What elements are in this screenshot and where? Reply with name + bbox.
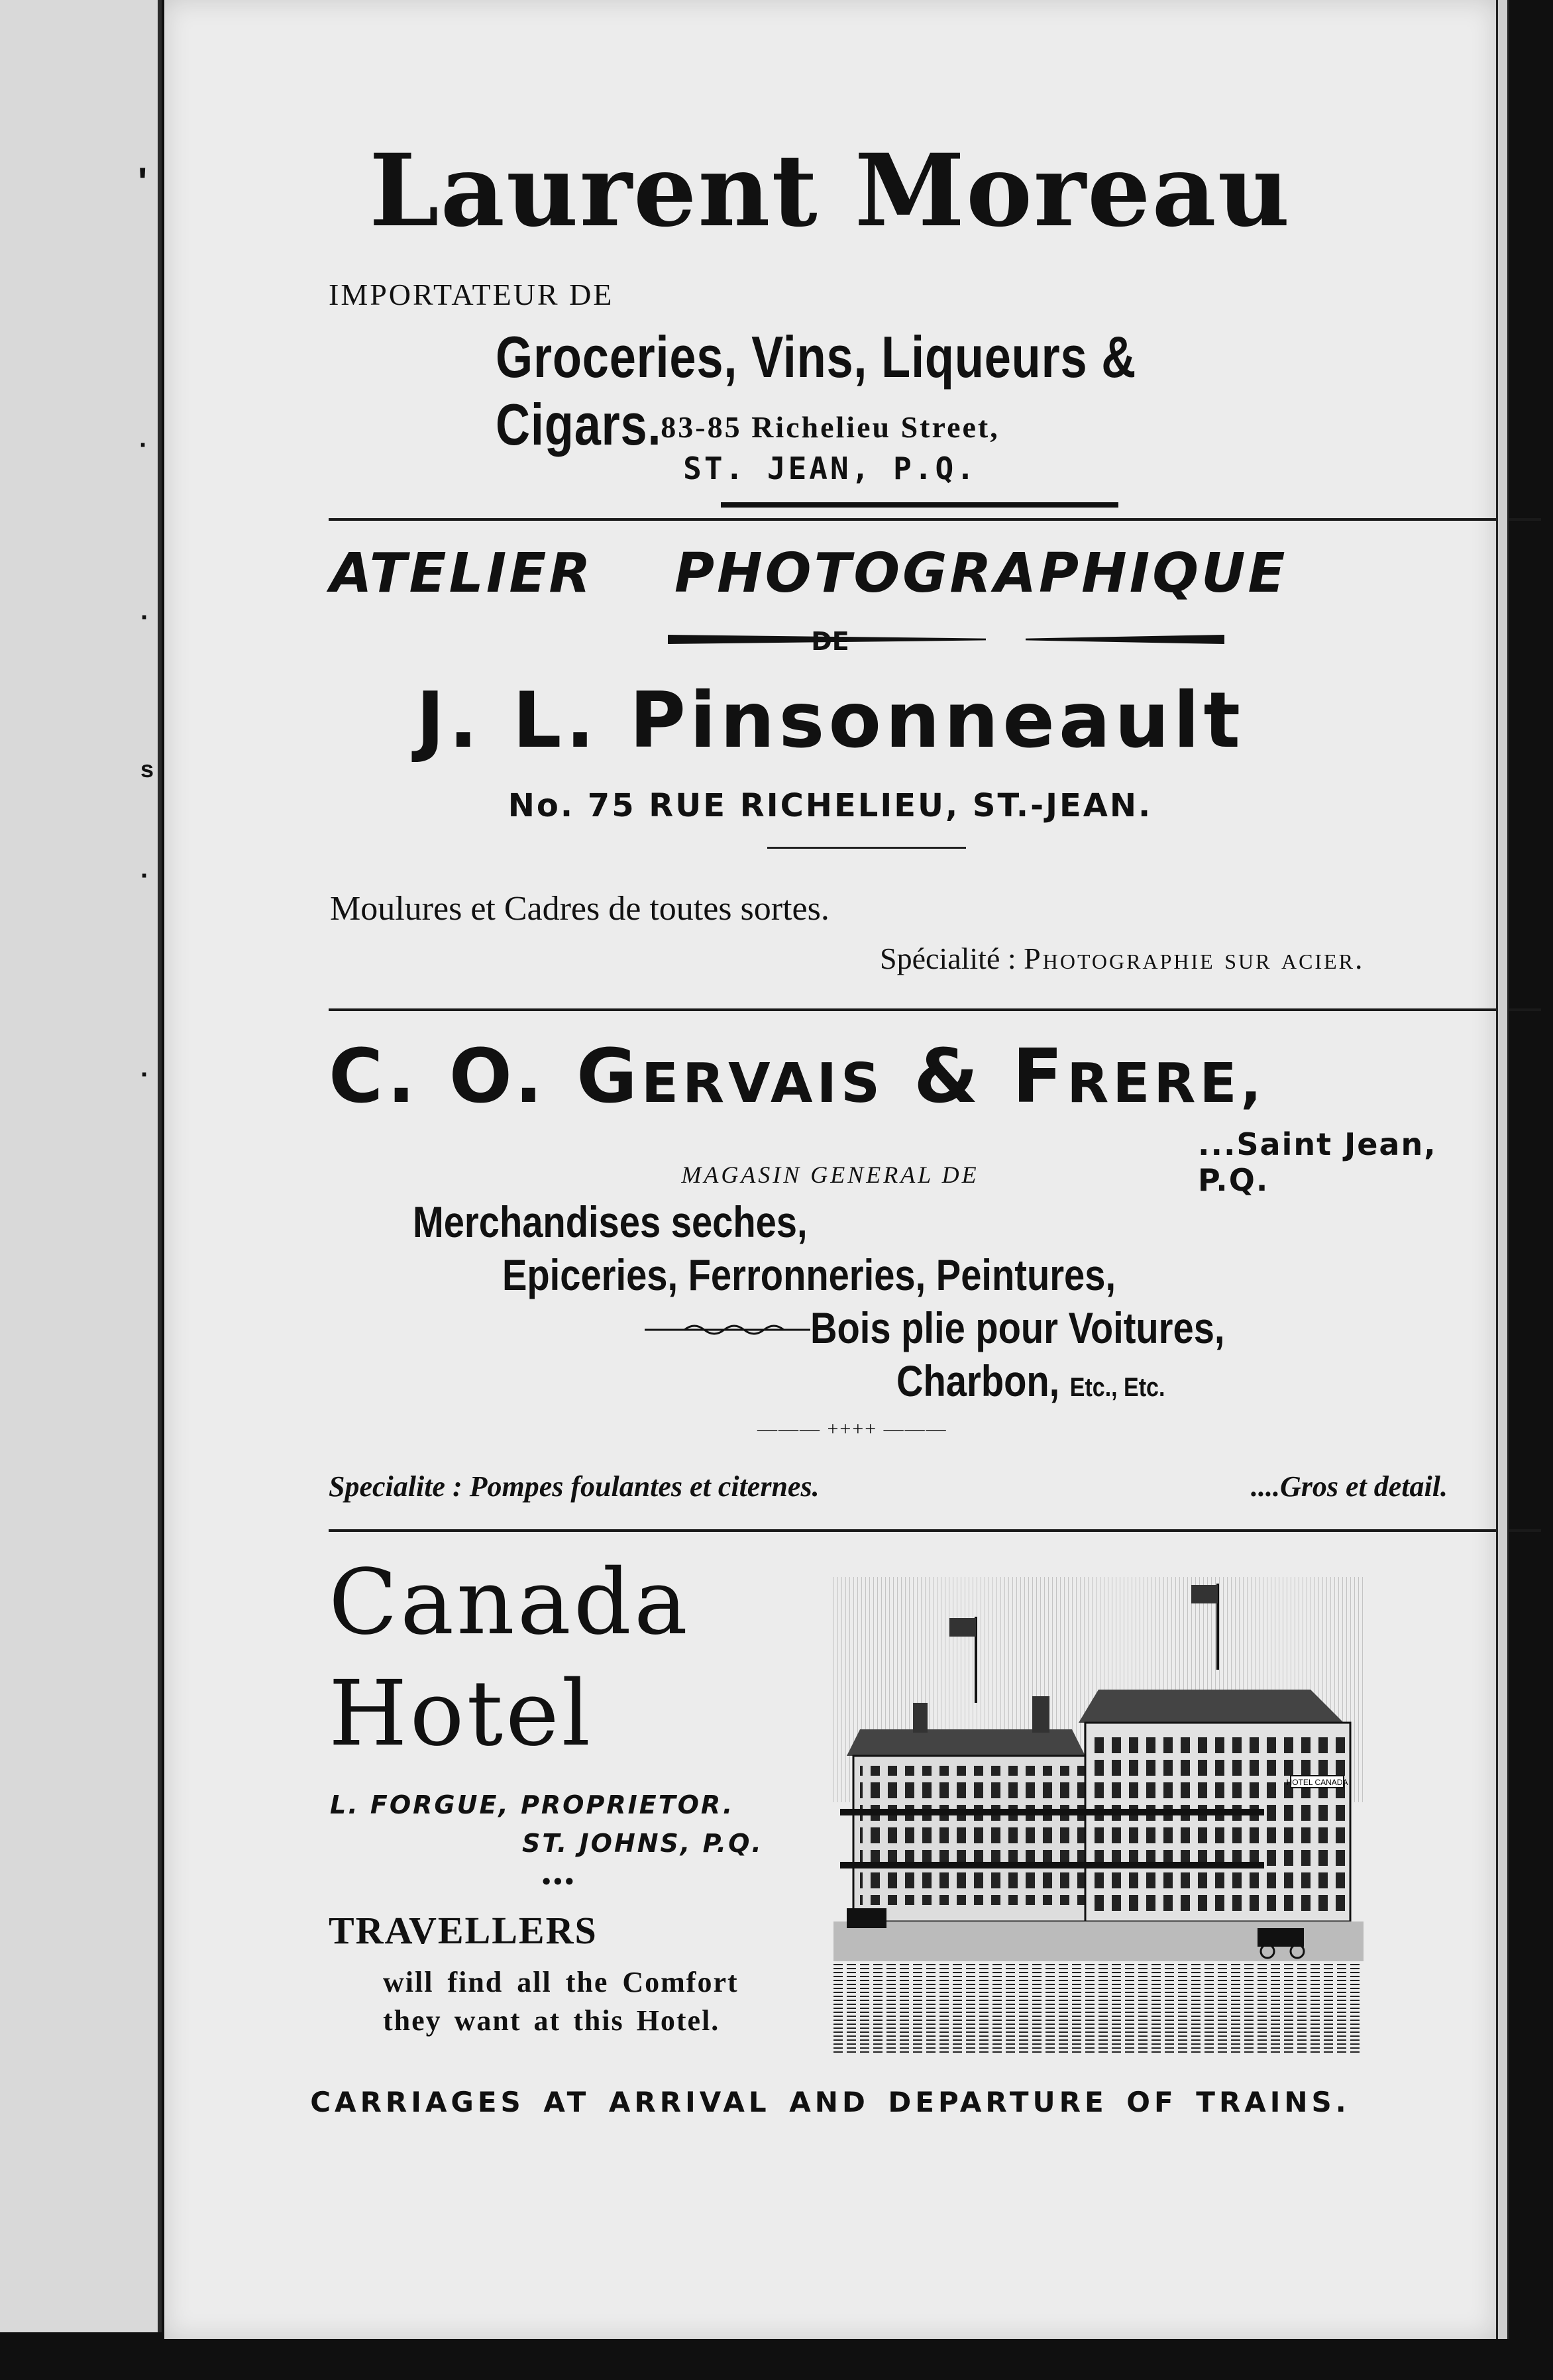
short-rule: [767, 847, 966, 849]
margin-mark: ·: [140, 603, 150, 632]
atelier-connector: DE: [811, 627, 849, 656]
gervais-title: [329, 1034, 1265, 1120]
canada-hotel-title-line2: Hotel: [329, 1662, 594, 1766]
page-edge: [1496, 0, 1509, 2339]
ornamental-divider: ——— ++++ ———: [757, 1418, 947, 1440]
dots-ornament: •••: [542, 1868, 576, 1896]
laurent-moreau-title: Laurent Moreau: [369, 133, 1291, 249]
pinsonneault-address: No. 75 RUE RICHELIEU, ST.-JEAN.: [508, 787, 1153, 824]
charbon-text: Charbon,: [896, 1356, 1060, 1405]
atelier-title-word1: ATELIER: [330, 542, 594, 605]
moulures-line: Moulures et Cadres de toutes sortes.: [330, 890, 830, 928]
gros-detail: ....Gros et detail.: [1251, 1470, 1448, 1503]
margin-mark: ·: [140, 861, 150, 891]
goods-line: Groceries, Vins, Liqueurs & Cigars.: [496, 324, 1137, 457]
travellers-heading: TRAVELLERS: [329, 1909, 598, 1952]
moreau-address-city: ST. JEAN, P.Q.: [683, 451, 977, 486]
section-divider: [329, 1529, 1541, 1532]
atelier-title: [330, 542, 1542, 605]
gervais-title-part: & F: [884, 1034, 1067, 1120]
canada-hotel-title-line1: Canada: [329, 1550, 690, 1655]
hotel-sign: HOTEL CANADA: [1286, 1778, 1348, 1787]
moreau-underline: [721, 502, 1118, 508]
gervais-title-part: RERE,: [1067, 1052, 1265, 1115]
advertisement-page: [164, 0, 1496, 2339]
goods-line-1: Merchandises seches,: [413, 1197, 808, 1246]
magasin-line: MAGASIN GENERAL DE: [681, 1162, 979, 1188]
previous-page-edge: [0, 0, 162, 2332]
goods-line-4: [896, 1356, 1165, 1406]
gervais-city: ...Saint Jean, P.Q.: [1198, 1126, 1437, 1198]
margin-mark: ·: [139, 431, 148, 460]
pinsonneault-name: J. L. Pinsonneault: [416, 676, 1244, 765]
comfort-line-2: they want at this Hotel.: [383, 2004, 720, 2037]
hotel-engraving: [833, 1577, 1364, 2054]
margin-mark: s: [140, 755, 154, 783]
goods-line-2: Epiceries, Ferronneries, Peintures,: [502, 1250, 1116, 1299]
specialite-line: [880, 941, 1364, 976]
comfort-line-1: will find all the Comfort: [383, 1966, 739, 1998]
feather-ornament: [645, 1320, 810, 1340]
gervais-title-part: ERVAIS: [641, 1052, 884, 1115]
section-divider: [329, 1008, 1541, 1011]
importer-line: IMPORTATEUR DE: [329, 278, 614, 311]
margin-mark: ·: [140, 1060, 150, 1089]
atelier-title-word2: PHOTOGRAPHIQUE: [674, 542, 1288, 605]
hotel-location: ST. JOHNS, P.Q.: [522, 1829, 763, 1858]
specialite-label: Spécialité :: [880, 942, 1016, 975]
goods-line-3: Bois plie pour Voitures,: [810, 1303, 1225, 1352]
proprietor-line: L. FORGUE, PROPRIETOR.: [330, 1790, 735, 1819]
specialite-value: Photographie sur acier.: [1024, 942, 1365, 975]
moreau-address-street: 83-85 Richelieu Street,: [661, 410, 1000, 444]
gervais-specialite: Specialite : Pompes foulantes et citernes.: [329, 1470, 820, 1503]
margin-mark: ': [138, 160, 148, 204]
carriages-line: CARRIAGES AT ARRIVAL AND DEPARTURE OF TRAINS.: [310, 2086, 1350, 2118]
etc-text: Etc., Etc.: [1069, 1373, 1165, 1402]
gervais-title-part: C. O. G: [329, 1034, 641, 1120]
section-divider: [329, 518, 1541, 521]
